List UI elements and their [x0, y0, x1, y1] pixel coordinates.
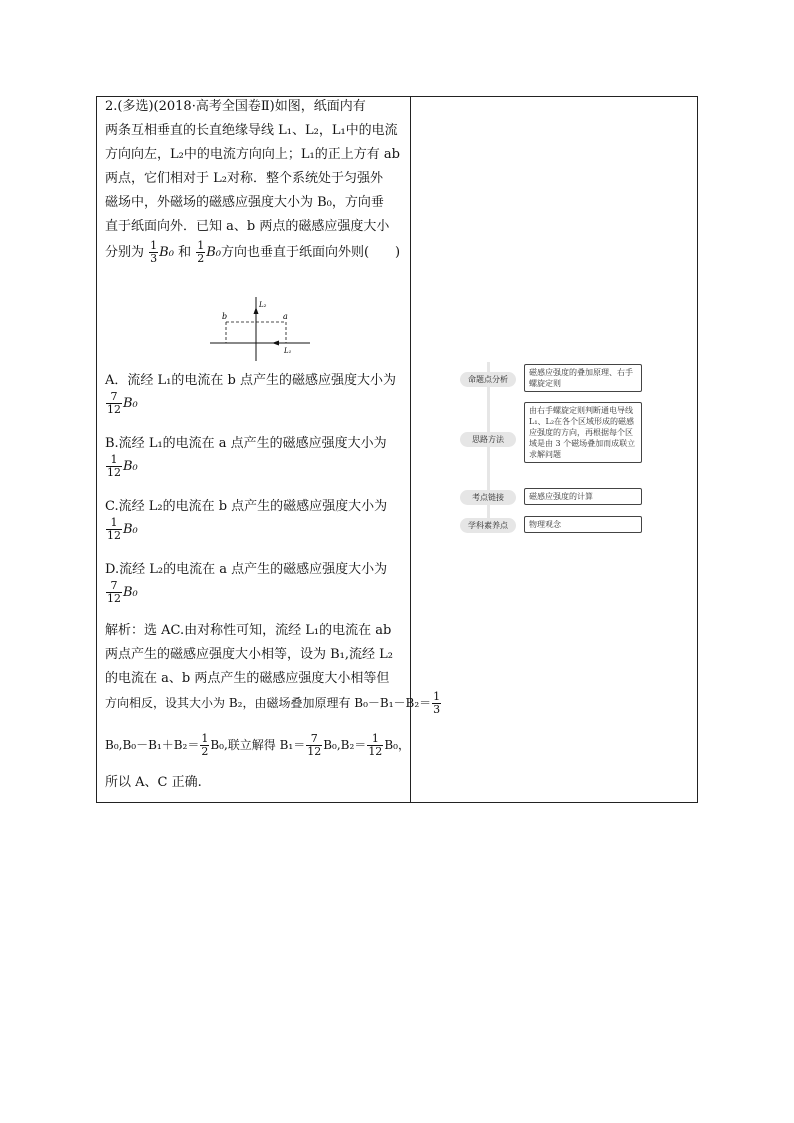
fraction-den: 3 [433, 703, 441, 716]
mindmap-tag: 考点链接 [460, 490, 516, 505]
symbol: B₀ [159, 245, 174, 260]
fraction-den: 12 [107, 529, 121, 542]
solution-text: B₀,B₂＝ [323, 738, 367, 752]
question-line [105, 239, 400, 267]
fraction [196, 240, 205, 265]
fraction-den: 3 [150, 252, 158, 265]
fraction-den: 12 [107, 403, 121, 416]
mindmap-tag: 学科素养点 [460, 518, 516, 533]
solution-line [105, 731, 410, 759]
solution-text: B₀,联立解得 B₁＝ [210, 738, 306, 752]
option-c: C.流经 L₂的电流在 b 点产生的磁感应强度大小为 [105, 499, 388, 514]
solution-text: B₀， [384, 738, 410, 752]
question-line: 2.(多选)(2018·高考全国卷Ⅱ)如图，纸面内有 [105, 99, 366, 114]
fraction-den: 2 [201, 745, 209, 758]
symbol: B₀ [123, 585, 138, 600]
question-line: 磁场中，外磁场的磁感应强度大小为 B₀，方向垂 [105, 195, 384, 210]
option-a-answer [105, 391, 138, 416]
mindmap-box: 物理观念 [524, 516, 642, 533]
option-b-answer [105, 454, 138, 479]
option-d: D.流经 L₂的电流在 a 点产生的磁感应强度大小为 [105, 562, 388, 577]
solution-text: B₀,B₀－B₁＋B₂＝ [105, 738, 200, 752]
fraction-den: 12 [307, 745, 322, 758]
question-line: 方向向左，L₂中的电流方向向上；L₁的正上方有 ab [105, 147, 400, 162]
question-text: 方向也垂直于纸面向外则( ) [220, 245, 401, 260]
label-a: a [283, 312, 288, 321]
question-line: 两点，它们相对于 L₂对称．整个系统处于匀强外 [105, 171, 383, 186]
fraction-den: 12 [368, 745, 383, 758]
fraction-den: 12 [107, 592, 121, 605]
symbol: B₀ [123, 522, 138, 537]
solution-line: 两点产生的磁感应强度大小相等，设为 B₁,流经 L₂ [105, 647, 394, 662]
fraction-num: 1 [433, 690, 441, 703]
label-l1: L₁ [284, 347, 292, 355]
fraction-num: 1 [201, 732, 209, 745]
option-d-answer [105, 580, 138, 605]
fraction [149, 240, 158, 265]
fraction-num: 1 [367, 733, 383, 746]
solution-line: 所以 A、C 正确. [105, 775, 202, 790]
label-b: b [222, 312, 228, 321]
fraction-den: 12 [107, 466, 121, 479]
question-line: 两条互相垂直的长直绝缘导线 L₁、L₂，L₁中的电流 [105, 123, 398, 138]
fraction-num: 1 [106, 454, 122, 467]
fraction-num: 7 [106, 580, 122, 593]
wire-diagram [210, 295, 310, 365]
mindmap-box: 由右手螺旋定则判断通电导线 L₁、L₂在各个区域形成的磁感应强度的方向，再根据每个区域是由 3 个磁场叠加而成联立求解问题 [524, 402, 642, 463]
fraction-num: 7 [306, 733, 322, 746]
solution-line: 解析：选 AC.由对称性可知，流经 L₁的电流在 ab [105, 623, 392, 638]
question-text: 和 [178, 245, 192, 260]
mindmap [460, 358, 660, 538]
mindmap-box: 磁感应强度的叠加原理、右手螺旋定则 [524, 364, 642, 392]
option-c-answer [105, 517, 138, 542]
question-line: 直于纸面向外．已知 a、b 两点的磁感应强度大小 [105, 219, 390, 234]
arrow-left-icon [272, 341, 279, 346]
fraction-num: 1 [106, 517, 122, 530]
question-text: 分别为 [105, 245, 145, 260]
mindmap-tag: 思路方法 [460, 432, 516, 447]
label-l2: L₂ [259, 301, 267, 309]
mindmap-box: 磁感应强度的计算 [524, 488, 642, 505]
option-a: A．流经 L₁的电流在 b 点产生的磁感应强度大小为 [105, 373, 396, 388]
arrow-up-icon [254, 307, 259, 314]
solution-line [105, 689, 442, 717]
fraction-num: 1 [150, 239, 158, 252]
option-b: B.流经 L₁的电流在 a 点产生的磁感应强度大小为 [105, 436, 387, 451]
fraction-num: 7 [106, 391, 122, 404]
symbol: B₀ [123, 459, 138, 474]
mindmap-tag: 命题点分析 [460, 372, 516, 387]
symbol: B₀ [123, 396, 138, 411]
solution-text: 方向相反，设其大小为 B₂，由磁场叠加原理有 B₀－B₁－B₂＝ [105, 696, 432, 710]
solution-line: 的电流在 a、b 两点产生的磁感应强度大小相等但 [105, 671, 390, 686]
symbol: B₀ [206, 245, 221, 260]
fraction-num: 1 [197, 239, 205, 252]
fraction-den: 2 [197, 252, 205, 265]
